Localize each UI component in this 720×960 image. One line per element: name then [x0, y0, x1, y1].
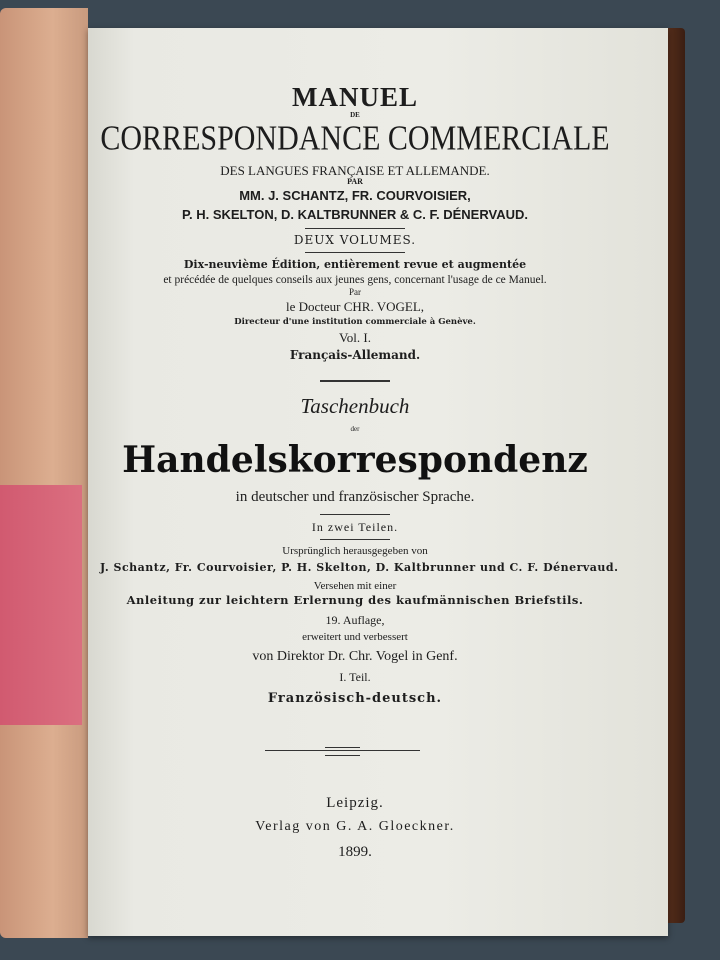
- french-authors-1: MM. J. SCHANTZ, FR. COURVOISIER,: [239, 188, 471, 203]
- pink-bookmark: [0, 485, 82, 725]
- divider: [320, 380, 390, 382]
- french-de: DE: [350, 111, 360, 119]
- french-title: MANUEL: [292, 82, 418, 112]
- french-volume: Vol. I.: [339, 330, 371, 345]
- french-edition-2: et précédée de quelques conseils aux jeunes gens, concernant l'usage de ce Manuel.: [163, 274, 547, 286]
- german-language-pair: Französisch-deutsch.: [267, 691, 443, 706]
- german-pre-title: Taschenbuch: [300, 394, 410, 418]
- divider: [305, 252, 405, 253]
- divider: [320, 514, 390, 515]
- ornament: [325, 747, 360, 756]
- german-parts: In zwei Teilen.: [311, 520, 399, 534]
- german-der: der: [350, 425, 360, 433]
- german-part: I. Teil.: [339, 670, 371, 684]
- divider: [320, 539, 390, 540]
- french-editor: le Docteur CHR. VOGEL,: [285, 299, 425, 314]
- left-page: [0, 8, 88, 938]
- french-editor-role: Directeur d'une institution commerciale à Genève.: [234, 317, 476, 327]
- german-extended: erweitert und verbessert: [302, 631, 408, 643]
- german-authors: J. Schantz, Fr. Courvoisier, P. H. Skelton, D. Kaltbrunner und C. F. Dénervaud.: [100, 561, 619, 574]
- german-title: Handelskorrespondenz: [122, 439, 588, 481]
- imprint-publisher: Verlag von G. A. Gloeckner.: [255, 819, 455, 834]
- german-languages: in deutscher und französischer Sprache.: [235, 489, 475, 505]
- german-guide: Anleitung zur leichtern Erlernung des kaufmännischen Briefstils.: [126, 593, 584, 607]
- french-language-pair: Français-Allemand.: [289, 348, 421, 362]
- german-edition: 19. Auflage,: [325, 613, 385, 627]
- imprint-year: 1899.: [338, 844, 372, 860]
- divider: [305, 228, 405, 229]
- french-authors-2: P. H. SKELTON, D. KALTBRUNNER & C. F. DÉNERVAUD.: [182, 207, 528, 222]
- french-languages: DES LANGUES FRANÇAISE ET ALLEMANDE.: [220, 163, 490, 178]
- french-par-2: Par: [349, 287, 361, 297]
- french-par: PAR: [347, 177, 363, 186]
- french-subtitle: CORRESPONDANCE COMMERCIALE: [100, 119, 610, 158]
- imprint-city: Leipzig.: [326, 795, 384, 811]
- french-volumes: DEUX VOLUMES.: [293, 233, 417, 247]
- german-originally: Ursprünglich herausgegeben von: [282, 545, 428, 557]
- german-provided: Versehen mit einer: [313, 580, 397, 592]
- german-editor: von Direktor Dr. Chr. Vogel in Genf.: [252, 649, 458, 664]
- french-edition-1: Dix-neuvième Édition, entièrement revue et augmentée: [183, 258, 527, 271]
